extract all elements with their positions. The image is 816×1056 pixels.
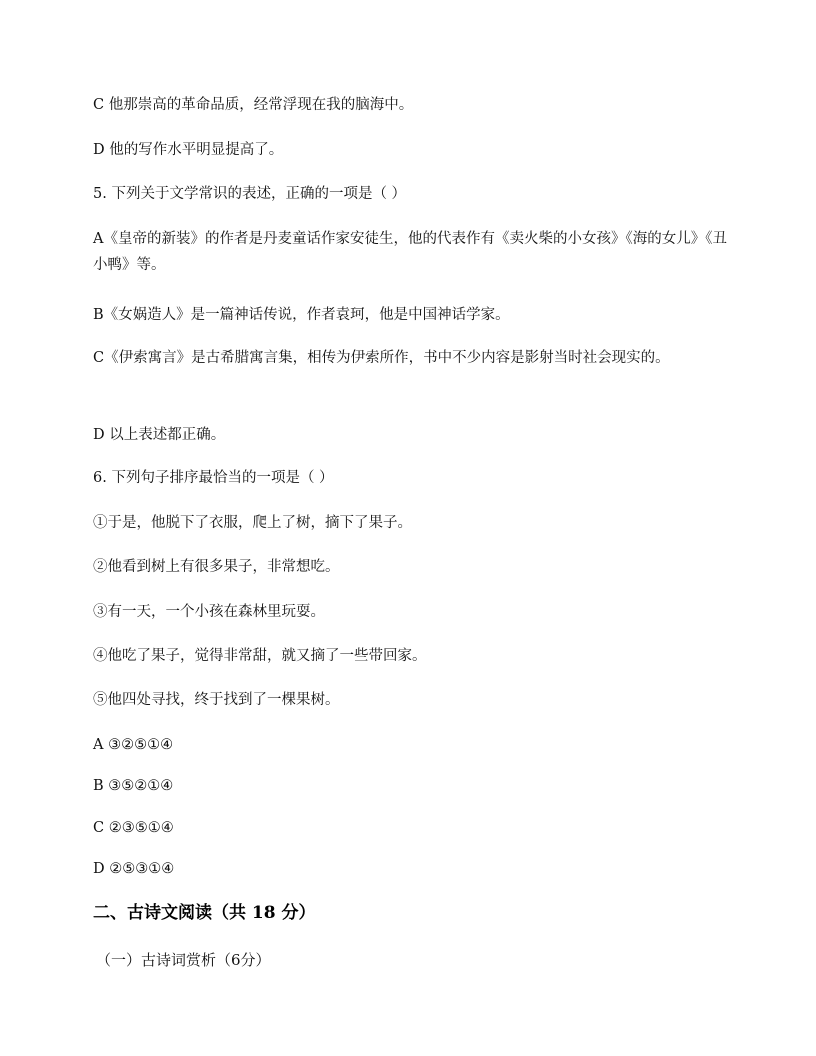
q6-option-c: C ②③⑤①④ <box>93 820 174 836</box>
q4-option-d: D 他的写作水平明显提高了。 <box>93 142 284 158</box>
q6-option-d: D ②⑤③①④ <box>93 861 175 877</box>
q6-sentence-5: ⑤他四处寻找，终于找到了一棵果树。 <box>93 692 340 708</box>
q6-sentence-3: ③有一天，一个小孩在森林里玩耍。 <box>93 604 325 620</box>
q5-option-b: B《女娲造人》是一篇神话传说，作者袁珂，他是中国神话学家。 <box>93 307 510 323</box>
q6-sentence-2: ②他看到树上有很多果子，非常想吃。 <box>93 559 340 575</box>
sub-heading: （一）古诗词赏析（6分） <box>96 951 271 969</box>
q5-option-d: D 以上表述都正确。 <box>93 427 226 443</box>
q6-sentence-1: ①于是，他脱下了衣服，爬上了树，摘下了果子。 <box>93 515 412 531</box>
q6-sentence-4: ④他吃了果子，觉得非常甜，就又摘了一些带回家。 <box>93 648 427 664</box>
section-heading: 二、古诗文阅读（共 18 分） <box>93 903 316 923</box>
q6-question-stem: 6. 下列句子排序最恰当的一项是（ ） <box>93 470 334 486</box>
q5-option-a: A《皇帝的新装》的作者是丹麦童话作家安徒生，他的代表作有《卖火柴的小女孩》《海的女儿》《丑小鸭》等。 <box>93 231 727 273</box>
q5-option-c: C《伊索寓言》是古希腊寓言集，相传为伊索所作，书中不少内容是影射当时社会现实的。 <box>93 350 670 366</box>
q4-option-c: C 他那崇高的革命品质，经常浮现在我的脑海中。 <box>93 97 414 113</box>
q5-question-stem: 5. 下列关于文学常识的表述，正确的一项是（ ） <box>93 186 407 202</box>
q6-option-b: B ③⑤②①④ <box>93 778 174 794</box>
q6-option-a: A ③②⑤①④ <box>93 737 174 753</box>
